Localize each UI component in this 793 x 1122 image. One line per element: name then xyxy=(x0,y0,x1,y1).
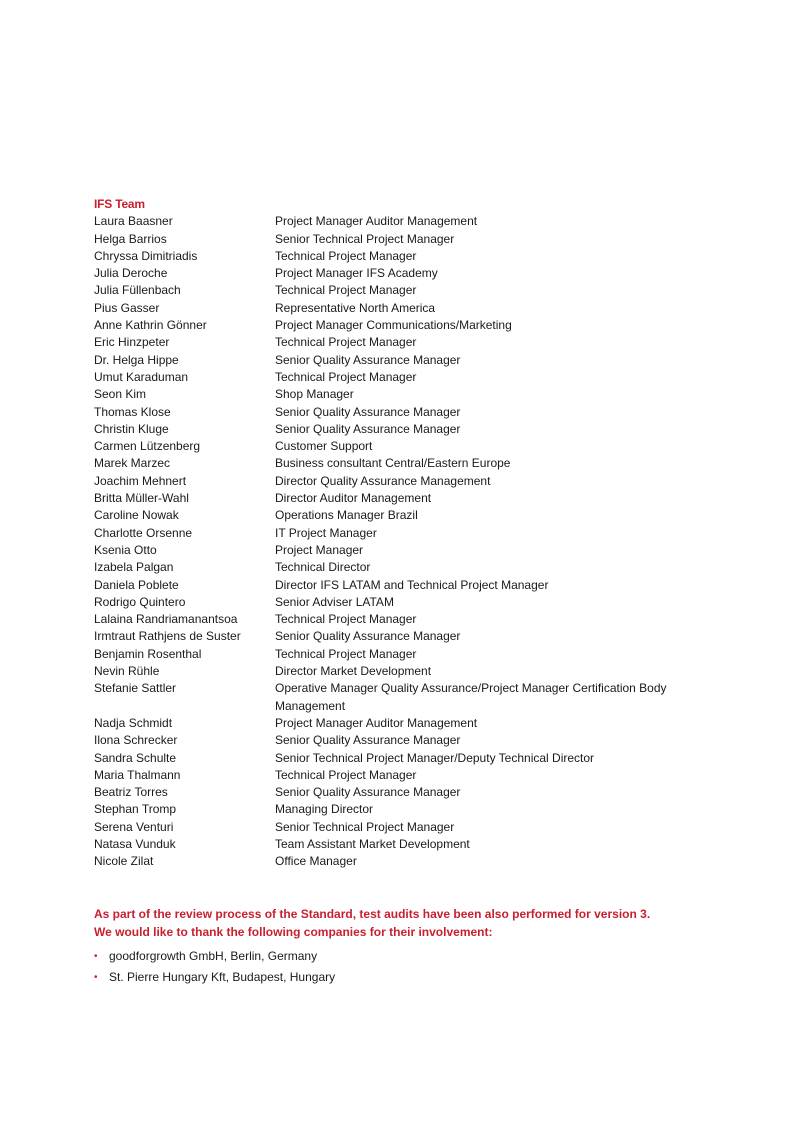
team-member-row xyxy=(94,231,734,248)
team-member-row xyxy=(94,404,734,421)
member-role: Representative North America xyxy=(275,300,436,315)
member-role: Senior Quality Assurance Manager xyxy=(275,352,461,367)
member-name: Serena Venturi xyxy=(94,819,174,834)
team-member-row xyxy=(94,265,734,282)
bullet-icon: • xyxy=(94,951,98,962)
member-name: Chryssa Dimitriadis xyxy=(94,248,198,263)
member-role: Director Market Development xyxy=(275,664,432,679)
team-member-row xyxy=(94,473,734,490)
member-name: Rodrigo Quintero xyxy=(94,594,186,609)
member-role: Director Quality Assurance Management xyxy=(275,473,491,488)
member-role: Technical Director xyxy=(275,560,371,575)
member-role: Project Manager IFS Academy xyxy=(275,266,438,281)
member-name: Stefanie Sattler xyxy=(94,681,177,696)
team-member-row xyxy=(94,542,734,559)
member-name: Caroline Nowak xyxy=(94,508,179,523)
team-member-row xyxy=(94,525,734,542)
member-role: Team Assistant Market Development xyxy=(275,836,470,851)
team-member-row xyxy=(94,490,734,507)
member-name: Dr. Helga Hippe xyxy=(94,352,179,367)
member-role: Technical Project Manager xyxy=(275,767,417,782)
team-member-row xyxy=(94,334,734,351)
team-member-row xyxy=(94,663,734,680)
member-role: Customer Support xyxy=(275,439,373,454)
team-member-list xyxy=(94,213,734,870)
member-role: Technical Project Manager xyxy=(275,369,417,384)
company-name: St. Pierre Hungary Kft, Budapest, Hungary xyxy=(109,970,336,984)
team-member-row xyxy=(94,248,734,265)
team-member-row xyxy=(94,767,734,784)
member-name: Pius Gasser xyxy=(94,300,160,315)
member-role: Technical Project Manager xyxy=(275,646,417,661)
member-name: Nevin Rühle xyxy=(94,664,160,679)
team-member-row xyxy=(94,594,734,611)
member-role: Senior Quality Assurance Manager xyxy=(275,404,461,419)
member-name: Umut Karaduman xyxy=(94,369,189,384)
member-role: Senior Quality Assurance Manager xyxy=(275,629,461,644)
team-member-row xyxy=(94,784,734,801)
team-member-row xyxy=(94,438,734,455)
team-member-row xyxy=(94,680,734,715)
member-name: Stephan Tromp xyxy=(94,802,177,817)
team-member-row xyxy=(94,559,734,576)
member-role: Director IFS LATAM and Technical Project Manager xyxy=(275,577,549,592)
team-member-row xyxy=(94,646,734,663)
team-member-row xyxy=(94,317,734,334)
member-role: Senior Technical Project Manager/Deputy Technical Director xyxy=(275,750,595,765)
member-name: Nicole Zilat xyxy=(94,854,154,869)
member-role: Project Manager xyxy=(275,542,364,557)
team-member-row xyxy=(94,836,734,853)
team-member-row xyxy=(94,732,734,749)
member-role: Senior Quality Assurance Manager xyxy=(275,733,461,748)
member-name: Ksenia Otto xyxy=(94,542,157,557)
team-member-row xyxy=(94,213,734,230)
company-list-item xyxy=(94,946,734,967)
member-name: Daniela Poblete xyxy=(94,577,179,592)
team-member-row xyxy=(94,282,734,299)
member-role: Technical Project Manager xyxy=(275,612,417,627)
member-name: Anne Kathrin Gönner xyxy=(94,318,207,333)
thanks-line-2: We would like to thank the following companies for their involvement: xyxy=(94,925,493,939)
member-name: Julia Füllenbach xyxy=(94,283,181,298)
team-member-row xyxy=(94,628,734,645)
member-name: Julia Deroche xyxy=(94,266,168,281)
team-member-row xyxy=(94,819,734,836)
member-name: Nadja Schmidt xyxy=(94,715,173,730)
member-role: Managing Director xyxy=(275,802,374,817)
team-member-row xyxy=(94,369,734,386)
member-name: Helga Barrios xyxy=(94,231,167,246)
member-role: Project Manager Auditor Management xyxy=(275,214,478,229)
team-member-row xyxy=(94,300,734,317)
team-member-row xyxy=(94,386,734,403)
member-name: Charlotte Orsenne xyxy=(94,525,193,540)
member-role: Project Manager Communications/Marketing xyxy=(275,318,512,333)
member-name: Eric Hinzpeter xyxy=(94,335,170,350)
member-name: Carmen Lützenberg xyxy=(94,439,201,454)
ifs-team-section xyxy=(94,196,734,871)
thanks-section xyxy=(94,905,734,988)
team-member-row xyxy=(94,421,734,438)
member-name: Benjamin Rosenthal xyxy=(94,646,202,661)
member-name: Beatriz Torres xyxy=(94,785,168,800)
member-role: Senior Technical Project Manager xyxy=(275,819,455,834)
team-member-row xyxy=(94,611,734,628)
member-role: Project Manager Auditor Management xyxy=(275,715,478,730)
member-role: Director Auditor Management xyxy=(275,491,432,506)
member-name: Britta Müller-Wahl xyxy=(94,491,189,506)
team-member-row xyxy=(94,750,734,767)
member-name: Joachim Mehnert xyxy=(94,473,187,488)
team-heading: IFS Team xyxy=(94,197,145,211)
member-role: Shop Manager xyxy=(275,387,354,402)
bullet-icon: • xyxy=(94,972,98,983)
company-list xyxy=(94,946,734,988)
member-role: Office Manager xyxy=(275,854,357,869)
member-name: Marek Marzec xyxy=(94,456,171,471)
member-role: Technical Project Manager xyxy=(275,248,417,263)
company-list-item xyxy=(94,967,734,988)
member-role: Senior Adviser LATAM xyxy=(275,594,394,609)
team-member-row xyxy=(94,853,734,870)
member-role: Senior Technical Project Manager xyxy=(275,231,455,246)
member-role: Senior Quality Assurance Manager xyxy=(275,785,461,800)
member-role: Senior Quality Assurance Manager xyxy=(275,421,461,436)
team-member-row xyxy=(94,801,734,818)
member-name: Lalaina Randriamanantsoa xyxy=(94,612,238,627)
company-name: goodforgrowth GmbH, Berlin, Germany xyxy=(109,949,318,963)
member-role: Technical Project Manager xyxy=(275,335,417,350)
member-name: Ilona Schrecker xyxy=(94,733,178,748)
team-member-row xyxy=(94,507,734,524)
member-name: Seon Kim xyxy=(94,387,147,402)
member-name: Izabela Palgan xyxy=(94,560,174,575)
team-member-row xyxy=(94,455,734,472)
member-name: Laura Baasner xyxy=(94,214,173,229)
member-role: Business consultant Central/Eastern Europe xyxy=(275,456,511,471)
member-role: Operations Manager Brazil xyxy=(275,508,418,523)
member-name: Maria Thalmann xyxy=(94,767,181,782)
member-role: IT Project Manager xyxy=(275,525,377,540)
thanks-line-1: As part of the review process of the Standard, test audits have been also performed for version 3. xyxy=(94,907,651,921)
team-member-row xyxy=(94,715,734,732)
team-member-row xyxy=(94,352,734,369)
team-member-row xyxy=(94,577,734,594)
member-name: Christin Kluge xyxy=(94,421,169,436)
member-name: Irmtraut Rathjens de Suster xyxy=(94,629,241,644)
member-name: Sandra Schulte xyxy=(94,750,177,765)
member-role: Operative Manager Quality Assurance/Project Manager Certification Body Management xyxy=(275,681,667,713)
member-name: Thomas Klose xyxy=(94,404,171,419)
member-role: Technical Project Manager xyxy=(275,283,417,298)
member-name: Natasa Vunduk xyxy=(94,836,176,851)
